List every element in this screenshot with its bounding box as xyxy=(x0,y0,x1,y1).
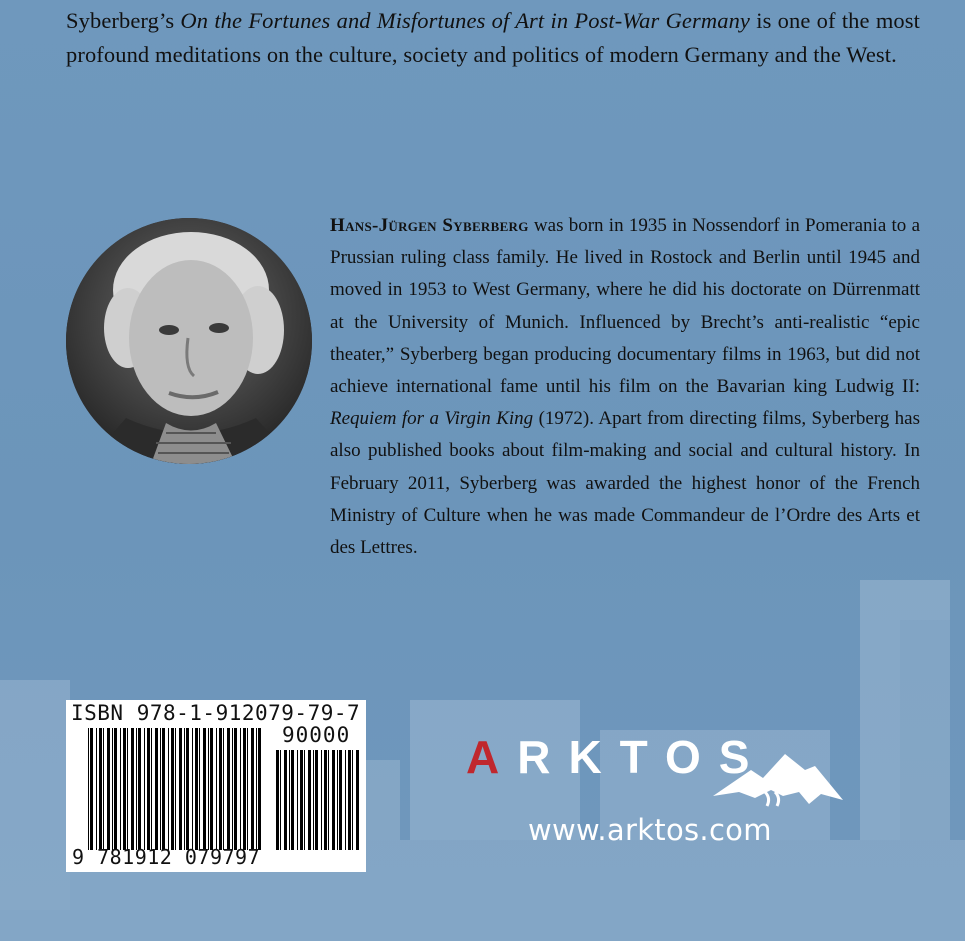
intro-suffix: is one of the most profound meditations on the culture, society and politics of modern Germany and the West. xyxy=(66,8,920,67)
bio-text-1: was born in 1935 in Nossendorf in Pomerania to a Prussian ruling class family. He lived in Rostock and Berlin until 1945 and moved in 1953 to West Germany, where he did his doctorate on Dürrenmatt at the University of Munich. Influenced by Brecht’s anti-realistic “epic theater,” Syberberg began producing documentary films in 1963, but did not achieve international fame until his film on the Bavarian king Ludwig II: xyxy=(330,215,920,398)
publisher-logo xyxy=(466,730,856,860)
author-photo-icon xyxy=(66,218,312,464)
isbn-label: ISBN 978-1-912079-79-7 xyxy=(71,701,361,725)
bio-text-2: (1972). Apart from directing films, Syberberg has also published books about film-making and social and cultural history. In February 2011, Syberberg was awarded the highest honor of the French Ministry of Culture when he was made Commandeur de l’Ordre des Arts et des Lettres. xyxy=(330,408,920,559)
intro-prefix: Syberberg’s xyxy=(66,8,181,33)
publisher-name: ARKTOS xyxy=(466,731,768,783)
author-name: Hans-Jürgen Syberberg xyxy=(330,215,529,236)
book-title: On the Fortunes and Misfortunes of Art in Post-War Germany xyxy=(180,8,751,33)
publisher-url[interactable]: www.arktos.com xyxy=(528,813,772,847)
isbn-barcode xyxy=(66,700,366,872)
author-portrait xyxy=(66,218,312,464)
mountain-icon xyxy=(713,748,843,808)
barcode-digits: 9 781912 079797 xyxy=(72,845,261,869)
intro-paragraph xyxy=(66,4,920,72)
author-bio xyxy=(330,210,920,564)
price-code: 90000 xyxy=(282,723,351,747)
film-title: Requiem for a Virgin King xyxy=(330,408,534,430)
